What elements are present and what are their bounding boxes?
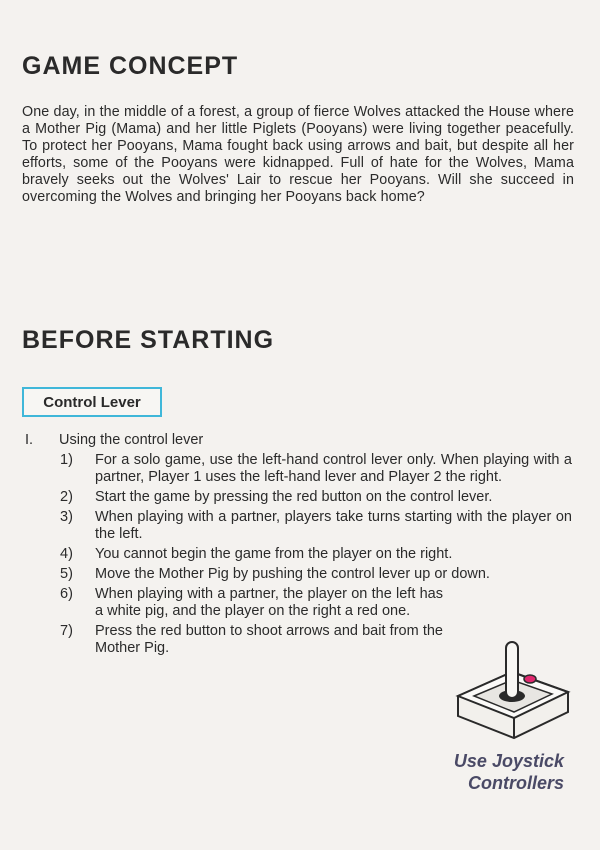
step-text: Start the game by pressing the red button on the control lever. (95, 489, 493, 505)
list-item (60, 452, 572, 486)
before-starting-heading: BEFORE STARTING (22, 326, 275, 354)
list-item (60, 489, 572, 506)
step-text: You cannot begin the game from the player on the right. (95, 546, 453, 562)
step-text: When playing with a partner, players take turns starting with the player on the left. (95, 509, 572, 542)
step-number: 6) (60, 586, 73, 602)
game-concept-heading: GAME CONCEPT (22, 52, 239, 80)
caption-line-1: Use Joystick (453, 751, 564, 771)
step-number: 7) (60, 623, 73, 639)
step-number: 4) (60, 546, 73, 562)
joystick-icon (452, 634, 572, 746)
step-number: 1) (60, 452, 73, 468)
control-lever-label: Control Lever (43, 393, 141, 411)
list-item (60, 546, 572, 563)
step-number: 2) (60, 489, 73, 505)
step-text: Press the red button to shoot arrows and bait from the Mother Pig. (95, 623, 443, 656)
joystick-red-button (524, 675, 536, 683)
control-lever-label-box (22, 387, 162, 417)
list-number: I. (25, 432, 34, 448)
list-heading (25, 432, 203, 449)
step-number: 3) (60, 509, 73, 525)
list-item (60, 509, 572, 543)
joystick-stick (506, 642, 518, 698)
list-item (60, 566, 572, 583)
step-text: When playing with a partner, the player on the left has a white pig, and the player on the right a red one. (95, 586, 443, 619)
control-steps-list (60, 452, 572, 660)
game-concept-paragraph: One day, in the middle of a forest, a group of fierce Wolves attacked the House where a Mother Pig (Mama) and her little Piglets (Pooyans) were living together peacefully. To protect her Pooyans, Mama fought back using arrows and bait, but despite all her efforts, some of the Pooyans were kidnapped. Full of hate for the Wolves, Mama bravely seeks out the Wolves' Lair to rescue her Pooyans. Will she succeed in overcoming the Wolves and bringing her Pooyans back home? (22, 104, 574, 205)
caption-line-2: Controllers (467, 773, 564, 793)
list-item (60, 586, 572, 620)
step-text: Move the Mother Pig by pushing the control lever up or down. (95, 566, 490, 582)
joystick-caption (454, 750, 564, 794)
step-text: For a solo game, use the left-hand control lever only. When playing with a partner, Player 1 uses the left-hand lever and Player 2 the right. (95, 452, 572, 485)
list-title: Using the control lever (59, 432, 204, 448)
step-number: 5) (60, 566, 73, 582)
